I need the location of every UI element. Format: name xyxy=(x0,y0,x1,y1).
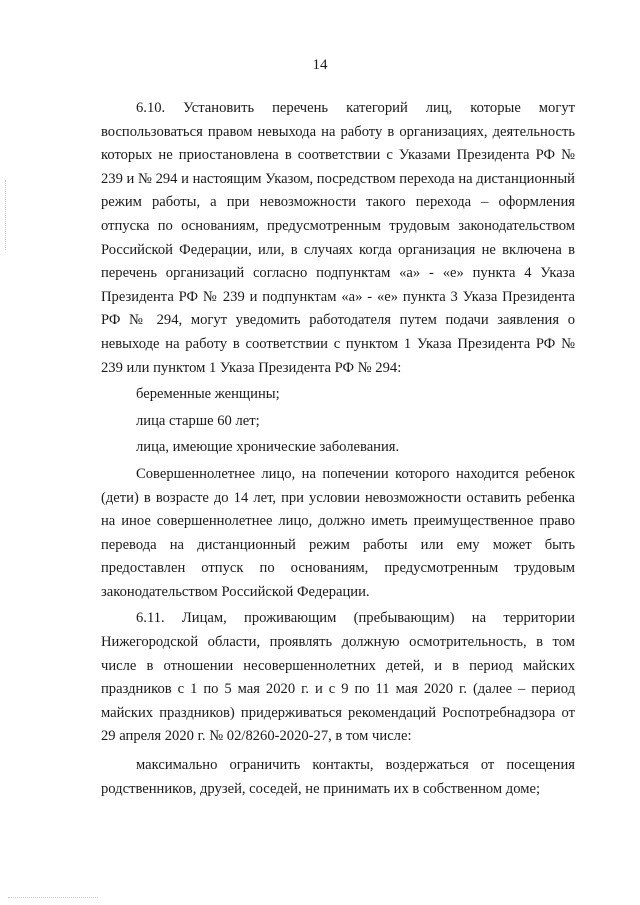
list-item-over-60: лица старше 60 лет; xyxy=(136,412,260,429)
page-number: 14 xyxy=(312,57,328,73)
paragraph-guardian: Совершеннолетнее лицо, на попечении которого находится ребенок (дети) в возрасте до 14 лет, при условии невозможности оставить ребенка на иное совершеннолетнее лицо, должно иметь преимущественное право перевода на дистанционный режим работы или ему может быть предоставлен отпуск по основаниям, предусмотренным трудовым законодательством Российской Федерации. xyxy=(101,465,575,600)
paragraph-6-11: 6.11. Лицам, проживающим (пребывающим) на территории Нижегородской области, проявлять должную осмотрительность, в том числе в отношении несовершеннолетних детей, и в период майских праздников с 1 по 5 мая 2020 г. и с 9 по 11 мая 2020 г. (далее – период майских праздников) придерживаться рекомендаций Роспотребнадзора от 29 апреля 2020 г. № 02/8260-2020-27, в том числе: xyxy=(101,610,575,745)
list-item-chronic: лица, имеющие хронические заболевания. xyxy=(136,439,400,456)
list-item-pregnant: беременные женщины; xyxy=(136,386,280,403)
paragraph-6-10: 6.10. Установить перечень категорий лиц, которые могут воспользоваться правом невыхода на работу в организациях, деятельность которых не приостановлена в соответствии с Указами Президента РФ № 239 и № 294 и настоящим Указом, посредством перехода на дистанционный режим работы, а при невозможности такого перехода – оформления отпуска по основаниям, предусмотренным трудовым законодательством Российской Федерации, или, в случаях когда организация не включена в перечень организаций согласно подпунктам «а» - «е» пункта 4 Указа Президента РФ № 239 и подпунктам «а» - «е» пункта 3 Указа Президента РФ № 294, могут уведомить работодателя путем подачи заявления о невыходе на работу в соответствии с пунктом 1 Указа Президента РФ № 239 или пунктом 1 Указа Президента РФ № 294: xyxy=(101,100,575,376)
paragraph-limit-contacts: максимально ограничить контакты, воздержаться от посещения родственников, друзей, соседей, не принимать их в собственном доме; xyxy=(101,757,575,797)
scan-artifact-left xyxy=(5,180,7,250)
scan-artifact-bottom xyxy=(8,897,98,899)
document-body xyxy=(101,97,575,801)
